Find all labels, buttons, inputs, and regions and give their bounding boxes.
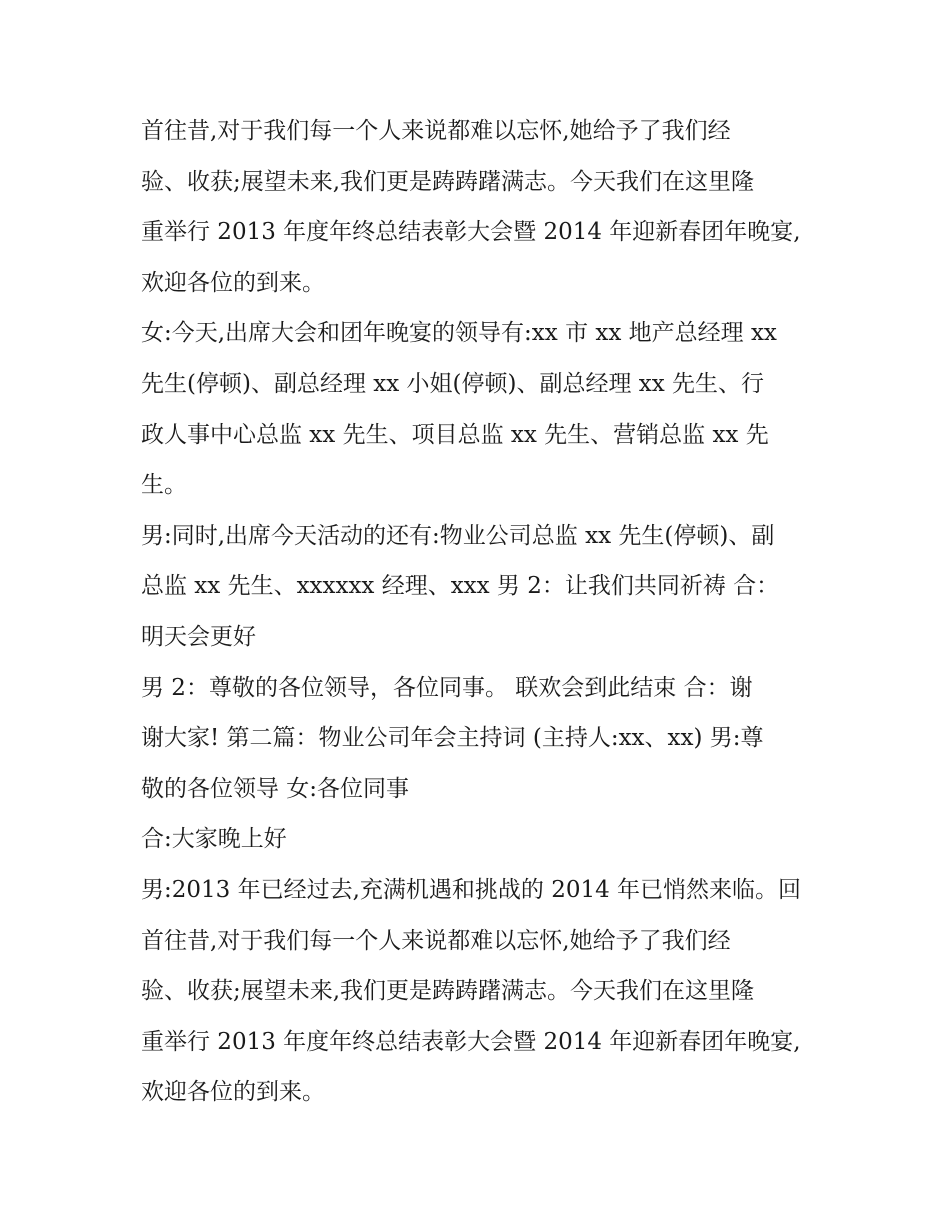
text-line: 男:2013 年已经过去,充满机遇和挑战的 2014 年已悄然来临。回 [141, 876, 802, 903]
text-line: 男:同时,出席今天活动的还有:物业公司总监 xx 先生(停顿)、副 [141, 522, 775, 549]
text-line: 总监 xx 先生、xxxxxx 经理、xxx 男 2：让我们共同祈祷 合： [141, 573, 780, 600]
text-line: 首往昔,对于我们每一个人来说都难以忘怀,她给予了我们经 [141, 927, 731, 954]
text-line: 欢迎各位的到来。 [141, 269, 325, 296]
text-line: 谢大家! 第二篇：物业公司年会主持词 (主持人:xx、xx) 男:尊 [141, 725, 764, 752]
text-line: 验、收获;展望未来,我们更是踌踌躇满志。今天我们在这里隆 [141, 168, 755, 195]
text-line: 政人事中心总监 xx 先生、项目总监 xx 先生、营销总监 xx 先 [141, 421, 769, 448]
text-line: 先生(停顿)、副总经理 xx 小姐(停顿)、副总经理 xx 先生、行 [141, 370, 765, 397]
document-body [141, 106, 821, 1118]
text-line: 验、收获;展望未来,我们更是踌踌躇满志。今天我们在这里隆 [141, 978, 755, 1005]
text-line: 敬的各位领导 女:各位同事 [141, 775, 410, 802]
text-line: 重举行 2013 年度年终总结表彰大会暨 2014 年迎新春团年晚宴, [141, 1028, 801, 1055]
text-line: 合:大家晚上好 [141, 826, 287, 853]
text-line: 重举行 2013 年度年终总结表彰大会暨 2014 年迎新春团年晚宴, [141, 219, 801, 246]
text-line: 明天会更好 [141, 623, 256, 650]
text-line: 首往昔,对于我们每一个人来说都难以忘怀,她给予了我们经 [141, 118, 731, 144]
text-line: 欢迎各位的到来。 [141, 1079, 325, 1106]
text-line: 女:今天,出席大会和团年晚宴的领导有:xx 市 xx 地产总经理 xx [141, 320, 777, 347]
text-line: 生。 [141, 472, 187, 499]
text-line: 男 2：尊敬的各位领导，各位同事。 联欢会到此结束 合：谢 [141, 674, 753, 701]
